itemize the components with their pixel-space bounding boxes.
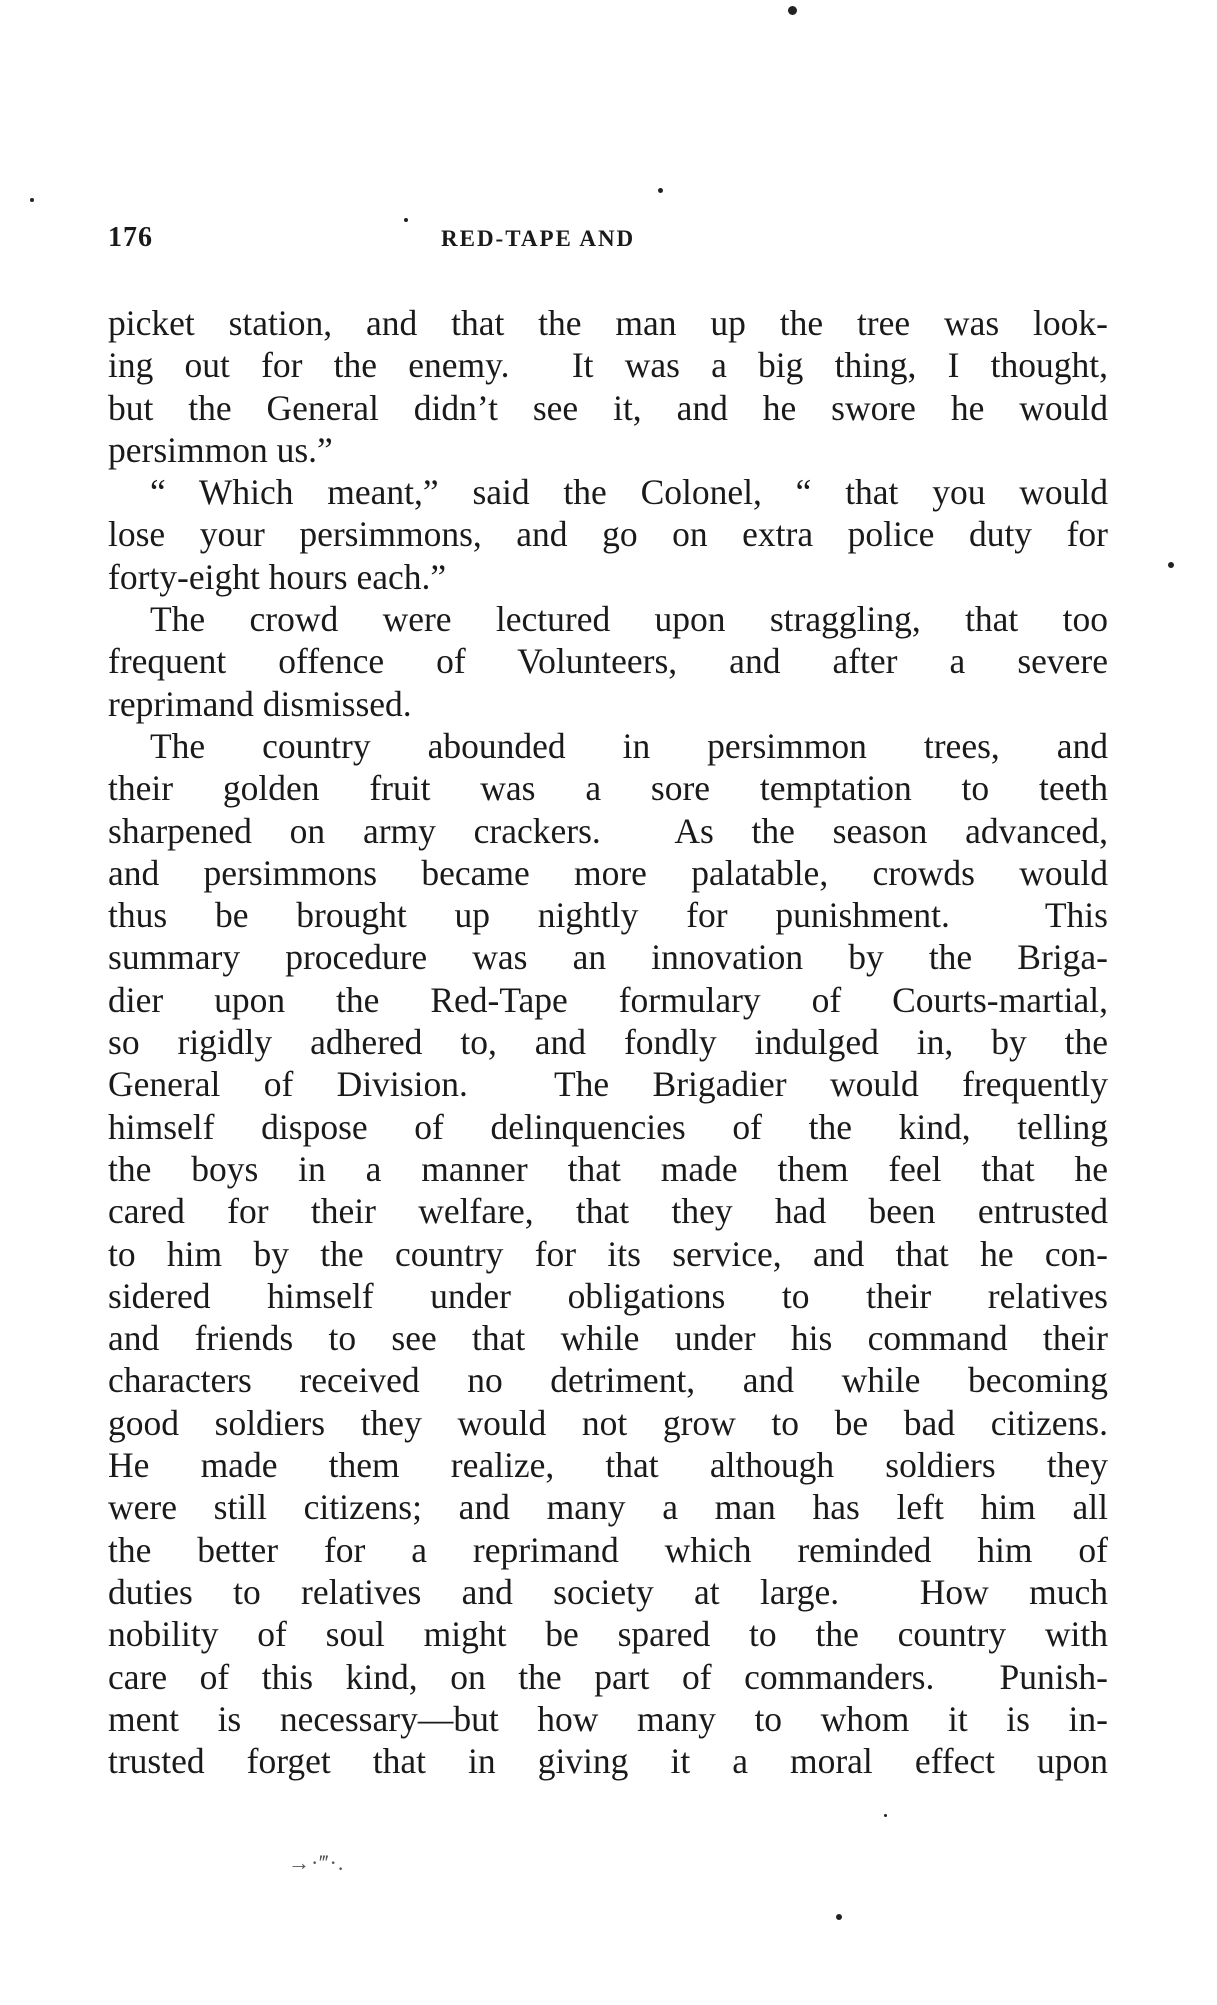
text-line: but the General didn’t see it, and he swore he would <box>108 387 1108 428</box>
text-line: duties to relatives and society at large. How much <box>108 1571 1108 1612</box>
text-line: lose your persimmons, and go on extra police duty for <box>108 514 1108 555</box>
text-line: picket station, and that the man up the tree was look- <box>108 303 1108 343</box>
text-line: nobility of soul might be spared to the country with <box>108 1614 1108 1655</box>
scan-speck <box>836 1914 842 1920</box>
page-header <box>108 222 988 262</box>
text-line: cared for their welfare, that they had been entrusted <box>108 1191 1108 1232</box>
text-line: to him by the country for its service, and that he con- <box>108 1233 1108 1274</box>
text-line: the better for a reprimand which reminded him of <box>108 1529 1108 1570</box>
text-line: forty-eight hours each.” <box>108 556 447 597</box>
text-line: ing out for the enemy. It was a big thing, I thought, <box>108 345 1108 386</box>
signature-mark: →·‴·. <box>288 1850 345 1875</box>
text-line: dier upon the Red-Tape formulary of Courts-martial, <box>108 979 1108 1020</box>
text-line: ment is necessary—but how many to whom it is in- <box>108 1698 1108 1739</box>
scan-speck <box>30 198 34 202</box>
scan-speck <box>1168 562 1174 568</box>
text-line: General of Division. The Brigadier would frequently <box>108 1064 1108 1105</box>
text-line: The country abounded in persimmon trees, and <box>150 725 1108 766</box>
page-number: 176 <box>108 222 153 253</box>
scan-speck <box>658 188 663 193</box>
running-head: RED-TAPE AND <box>441 226 636 251</box>
text-line: persimmon us.” <box>108 429 333 470</box>
text-line: good soldiers they would not grow to be bad citizens. <box>108 1402 1108 1443</box>
text-line: summary procedure was an innovation by the Briga- <box>108 937 1108 978</box>
text-line: sidered himself under obligations to their relatives <box>108 1275 1108 1316</box>
scan-speck <box>404 218 408 222</box>
text-line: the boys in a manner that made them feel that he <box>108 1148 1108 1189</box>
scan-speck <box>788 6 797 15</box>
text-line: reprimand dismissed. <box>108 683 412 724</box>
text-line: and persimmons became more palatable, crowds would <box>108 852 1108 893</box>
text-line: The crowd were lectured upon straggling, that too <box>150 599 1108 640</box>
body-text <box>108 302 1108 1782</box>
text-line: so rigidly adhered to, and fondly indulged in, by the <box>108 1022 1108 1063</box>
text-line: “ Which meant,” said the Colonel, “ that you would <box>150 472 1108 513</box>
scan-speck <box>884 1814 887 1817</box>
text-line: sharpened on army crackers. As the season advanced, <box>108 810 1108 851</box>
text-line: frequent offence of Volunteers, and after a severe <box>108 641 1108 682</box>
text-line: He made them realize, that although soldiers they <box>108 1445 1108 1486</box>
text-line: thus be brought up nightly for punishment. This <box>108 895 1108 936</box>
text-line: care of this kind, on the part of commanders. Punish- <box>108 1656 1108 1697</box>
text-line: their golden fruit was a sore temptation to teeth <box>108 768 1108 809</box>
text-line: characters received no detriment, and while becoming <box>108 1360 1108 1401</box>
text-line: and friends to see that while under his command their <box>108 1318 1108 1359</box>
text-line: trusted forget that in giving it a moral effect upon <box>108 1741 1108 1782</box>
text-line: himself dispose of delinquencies of the kind, telling <box>108 1106 1108 1147</box>
text-line: were still citizens; and many a man has left him all <box>108 1487 1108 1528</box>
